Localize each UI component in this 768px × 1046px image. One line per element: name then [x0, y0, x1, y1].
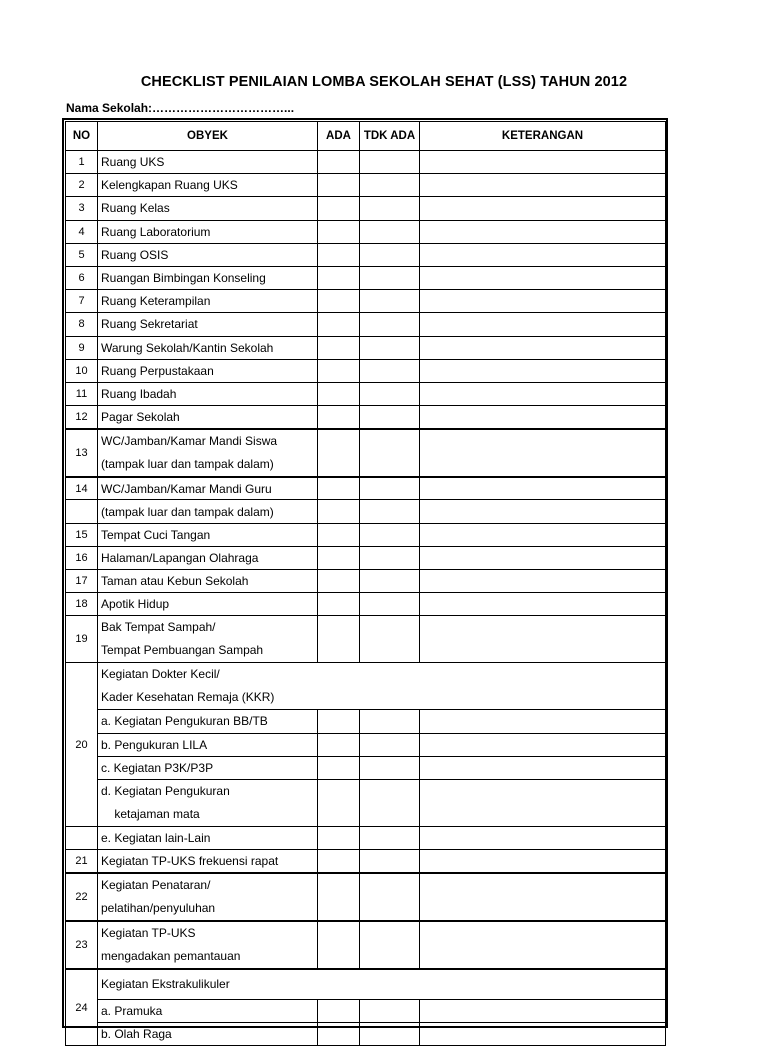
ada-cell[interactable]: [318, 313, 360, 336]
keterangan-cell[interactable]: [420, 873, 666, 921]
row-obyek: Halaman/Lapangan Olahraga: [98, 546, 318, 569]
ada-cell[interactable]: [318, 359, 360, 382]
row-number: 15: [66, 523, 98, 546]
tdk-ada-cell[interactable]: [360, 756, 420, 779]
row-number: 16: [66, 546, 98, 569]
tdk-ada-cell[interactable]: [360, 873, 420, 921]
row-number: 24: [66, 969, 98, 1046]
table-row: [66, 663, 666, 710]
keterangan-cell[interactable]: [420, 546, 666, 569]
tdk-ada-cell[interactable]: [360, 290, 420, 313]
keterangan-cell[interactable]: [420, 406, 666, 429]
tdk-ada-cell[interactable]: [360, 826, 420, 849]
table-row: [66, 616, 666, 663]
tdk-ada-cell[interactable]: [360, 500, 420, 523]
table-row: [66, 850, 666, 873]
ada-cell[interactable]: [318, 873, 360, 921]
table-row: [66, 429, 666, 477]
ada-cell[interactable]: [318, 826, 360, 849]
keterangan-cell[interactable]: [420, 359, 666, 382]
tdk-ada-cell[interactable]: [360, 336, 420, 359]
keterangan-cell[interactable]: [420, 616, 666, 663]
ada-cell[interactable]: [318, 266, 360, 289]
header-no: NO: [66, 122, 98, 151]
table-row: [66, 313, 666, 336]
table-row: [66, 359, 666, 382]
row-obyek: Ruang Laboratorium: [98, 220, 318, 243]
tdk-ada-cell[interactable]: [360, 197, 420, 220]
tdk-ada-cell[interactable]: [360, 999, 420, 1022]
row-obyek-line1: WC/Jamban/Kamar Mandi Siswa: [101, 433, 278, 448]
table-row: [66, 266, 666, 289]
row-obyek: Ruang Sekretariat: [98, 313, 318, 336]
row-obyek: a. Pramuka: [98, 999, 318, 1022]
ada-cell[interactable]: [318, 616, 360, 663]
ada-cell[interactable]: [318, 406, 360, 429]
row-number: 11: [66, 382, 98, 405]
row-number: 9: [66, 336, 98, 359]
row-number: 10: [66, 359, 98, 382]
row-obyek-line2: Kader Kesehatan Remaja (KKR): [101, 690, 275, 705]
row-obyek: Taman atau Kebun Sekolah: [98, 570, 318, 593]
keterangan-cell[interactable]: [420, 850, 666, 873]
row-obyek: [98, 779, 318, 826]
keterangan-cell[interactable]: [420, 382, 666, 405]
table-row: [66, 969, 666, 1000]
table-row: [66, 477, 666, 500]
row-obyek: WC/Jamban/Kamar Mandi Guru: [98, 477, 318, 500]
table-row: [66, 826, 666, 849]
row-obyek: b. Olah Raga: [98, 1023, 318, 1046]
tdk-ada-cell[interactable]: [360, 382, 420, 405]
keterangan-cell[interactable]: [420, 313, 666, 336]
keterangan-cell[interactable]: [420, 733, 666, 756]
tdk-ada-cell[interactable]: [360, 733, 420, 756]
row-obyek-line1: Bak Tempat Sampah/: [101, 620, 216, 635]
tdk-ada-cell[interactable]: [360, 546, 420, 569]
row-obyek: e. Kegiatan lain-Lain: [98, 826, 318, 849]
keterangan-cell[interactable]: [420, 500, 666, 523]
tdk-ada-cell[interactable]: [360, 850, 420, 873]
ada-cell[interactable]: [318, 593, 360, 616]
keterangan-cell[interactable]: [420, 1023, 666, 1046]
row-obyek: b. Pengukuran LILA: [98, 733, 318, 756]
row-obyek-line2: Tempat Pembuangan Sampah: [101, 643, 264, 658]
tdk-ada-cell[interactable]: [360, 570, 420, 593]
table-header-row: [66, 122, 666, 151]
row-obyek-line2: mengadakan pemantauan: [101, 948, 241, 963]
ada-cell[interactable]: [318, 1023, 360, 1046]
keterangan-cell[interactable]: [420, 429, 666, 477]
row-number: 8: [66, 313, 98, 336]
row-obyek: Warung Sekolah/Kantin Sekolah: [98, 336, 318, 359]
keterangan-cell[interactable]: [420, 174, 666, 197]
header-obyek: OBYEK: [98, 122, 318, 151]
row-obyek: [98, 616, 318, 663]
table-row: [66, 290, 666, 313]
ada-cell[interactable]: [318, 243, 360, 266]
tdk-ada-cell[interactable]: [360, 266, 420, 289]
keterangan-cell[interactable]: [420, 710, 666, 733]
row-number: 20: [66, 663, 98, 827]
table-row: [66, 756, 666, 779]
row-obyek-line2: ketajaman mata: [101, 806, 200, 821]
ada-cell[interactable]: [318, 290, 360, 313]
keterangan-cell[interactable]: [420, 336, 666, 359]
keterangan-cell[interactable]: [420, 523, 666, 546]
ada-cell[interactable]: [318, 570, 360, 593]
row-obyek-line1: Kegiatan Penataran/: [101, 877, 211, 892]
table-row: [66, 593, 666, 616]
row-obyek: [98, 873, 318, 921]
tdk-ada-cell[interactable]: [360, 243, 420, 266]
row-number: 22: [66, 873, 98, 921]
row-obyek-line2: pelatihan/penyuluhan: [101, 900, 216, 915]
row-obyek-line2: (tampak luar dan tampak dalam): [101, 456, 274, 471]
row-obyek: [98, 663, 666, 710]
page-title: CHECKLIST PENILAIAN LOMBA SEKOLAH SEHAT (LSS) TAHUN 2012: [140, 74, 628, 90]
table-row: [66, 197, 666, 220]
row-obyek: Ruang UKS: [98, 151, 318, 174]
row-number: [66, 826, 98, 849]
row-number: [66, 500, 98, 523]
tdk-ada-cell[interactable]: [360, 406, 420, 429]
tdk-ada-cell[interactable]: [360, 523, 420, 546]
table-row: [66, 873, 666, 921]
table-row: [66, 174, 666, 197]
row-obyek-line1: d. Kegiatan Pengukuran: [101, 783, 230, 798]
ada-cell[interactable]: [318, 500, 360, 523]
table-row: [66, 500, 666, 523]
row-obyek: Ruangan Bimbingan Konseling: [98, 266, 318, 289]
tdk-ada-cell[interactable]: [360, 1023, 420, 1046]
row-obyek: [98, 921, 318, 969]
table-row: [66, 523, 666, 546]
row-obyek: a. Kegiatan Pengukuran BB/TB: [98, 710, 318, 733]
ada-cell[interactable]: [318, 197, 360, 220]
table-row: [66, 1023, 666, 1046]
ada-cell[interactable]: [318, 779, 360, 826]
row-obyek: Kegiatan TP-UKS frekuensi rapat: [98, 850, 318, 873]
tdk-ada-cell[interactable]: [360, 313, 420, 336]
row-number: 6: [66, 266, 98, 289]
row-number: 13: [66, 429, 98, 477]
keterangan-cell[interactable]: [420, 151, 666, 174]
ada-cell[interactable]: [318, 477, 360, 500]
table-row: [66, 570, 666, 593]
ada-cell[interactable]: [318, 382, 360, 405]
row-obyek: Kelengkapan Ruang UKS: [98, 174, 318, 197]
row-number: 21: [66, 850, 98, 873]
tdk-ada-cell[interactable]: [360, 593, 420, 616]
row-number: 5: [66, 243, 98, 266]
table-row: [66, 151, 666, 174]
ada-cell[interactable]: [318, 921, 360, 969]
table-row: [66, 406, 666, 429]
row-obyek: Ruang Ibadah: [98, 382, 318, 405]
header-ada: ADA: [318, 122, 360, 151]
table-row: [66, 710, 666, 733]
tdk-ada-cell[interactable]: [360, 359, 420, 382]
keterangan-cell[interactable]: [420, 266, 666, 289]
row-obyek: Kegiatan Ekstrakulikuler: [98, 969, 666, 1000]
tdk-ada-cell[interactable]: [360, 220, 420, 243]
row-obyek: c. Kegiatan P3K/P3P: [98, 756, 318, 779]
ada-cell[interactable]: [318, 174, 360, 197]
row-obyek-line1: Kegiatan Dokter Kecil/: [101, 667, 220, 682]
row-obyek: Ruang OSIS: [98, 243, 318, 266]
tdk-ada-cell[interactable]: [360, 429, 420, 477]
keterangan-cell[interactable]: [420, 477, 666, 500]
header-keterangan: KETERANGAN: [420, 122, 666, 151]
row-obyek: (tampak luar dan tampak dalam): [98, 500, 318, 523]
keterangan-cell[interactable]: [420, 290, 666, 313]
row-obyek-line1: Kegiatan TP-UKS: [101, 925, 196, 940]
tdk-ada-cell[interactable]: [360, 921, 420, 969]
row-obyek: Ruang Keterampilan: [98, 290, 318, 313]
row-number: 17: [66, 570, 98, 593]
ada-cell[interactable]: [318, 710, 360, 733]
row-number: 12: [66, 406, 98, 429]
table-row: [66, 220, 666, 243]
keterangan-cell[interactable]: [420, 826, 666, 849]
ada-cell[interactable]: [318, 336, 360, 359]
keterangan-cell[interactable]: [420, 197, 666, 220]
keterangan-cell[interactable]: [420, 593, 666, 616]
row-number: 18: [66, 593, 98, 616]
ada-cell[interactable]: [318, 850, 360, 873]
row-number: 3: [66, 197, 98, 220]
keterangan-cell[interactable]: [420, 756, 666, 779]
tdk-ada-cell[interactable]: [360, 779, 420, 826]
keterangan-cell[interactable]: [420, 999, 666, 1022]
ada-cell[interactable]: [318, 546, 360, 569]
row-obyek: [98, 429, 318, 477]
table-row: [66, 999, 666, 1022]
keterangan-cell[interactable]: [420, 570, 666, 593]
row-number: 4: [66, 220, 98, 243]
row-number: 19: [66, 616, 98, 663]
ada-cell[interactable]: [318, 220, 360, 243]
keterangan-cell[interactable]: [420, 220, 666, 243]
school-name-label: Nama Sekolah:……………………………...: [66, 101, 295, 115]
row-obyek: Ruang Perpustakaan: [98, 359, 318, 382]
ada-cell[interactable]: [318, 999, 360, 1022]
row-obyek: Tempat Cuci Tangan: [98, 523, 318, 546]
keterangan-cell[interactable]: [420, 779, 666, 826]
row-obyek: Pagar Sekolah: [98, 406, 318, 429]
checklist-table: [65, 121, 666, 1046]
table-row: [66, 733, 666, 756]
keterangan-cell[interactable]: [420, 921, 666, 969]
ada-cell[interactable]: [318, 756, 360, 779]
table-row: [66, 243, 666, 266]
row-obyek: Apotik Hidup: [98, 593, 318, 616]
tdk-ada-cell[interactable]: [360, 151, 420, 174]
row-number: 7: [66, 290, 98, 313]
tdk-ada-cell[interactable]: [360, 710, 420, 733]
table-row: [66, 921, 666, 969]
table-row: [66, 336, 666, 359]
table-row: [66, 546, 666, 569]
tdk-ada-cell[interactable]: [360, 174, 420, 197]
keterangan-cell[interactable]: [420, 243, 666, 266]
ada-cell[interactable]: [318, 429, 360, 477]
tdk-ada-cell[interactable]: [360, 616, 420, 663]
ada-cell[interactable]: [318, 151, 360, 174]
ada-cell[interactable]: [318, 523, 360, 546]
row-number: 14: [66, 477, 98, 500]
row-obyek: Ruang Kelas: [98, 197, 318, 220]
table-row: [66, 779, 666, 826]
ada-cell[interactable]: [318, 733, 360, 756]
row-number: 23: [66, 921, 98, 969]
table-row: [66, 382, 666, 405]
header-tdk-ada: TDK ADA: [360, 122, 420, 151]
row-number: 2: [66, 174, 98, 197]
row-number: 1: [66, 151, 98, 174]
tdk-ada-cell[interactable]: [360, 477, 420, 500]
